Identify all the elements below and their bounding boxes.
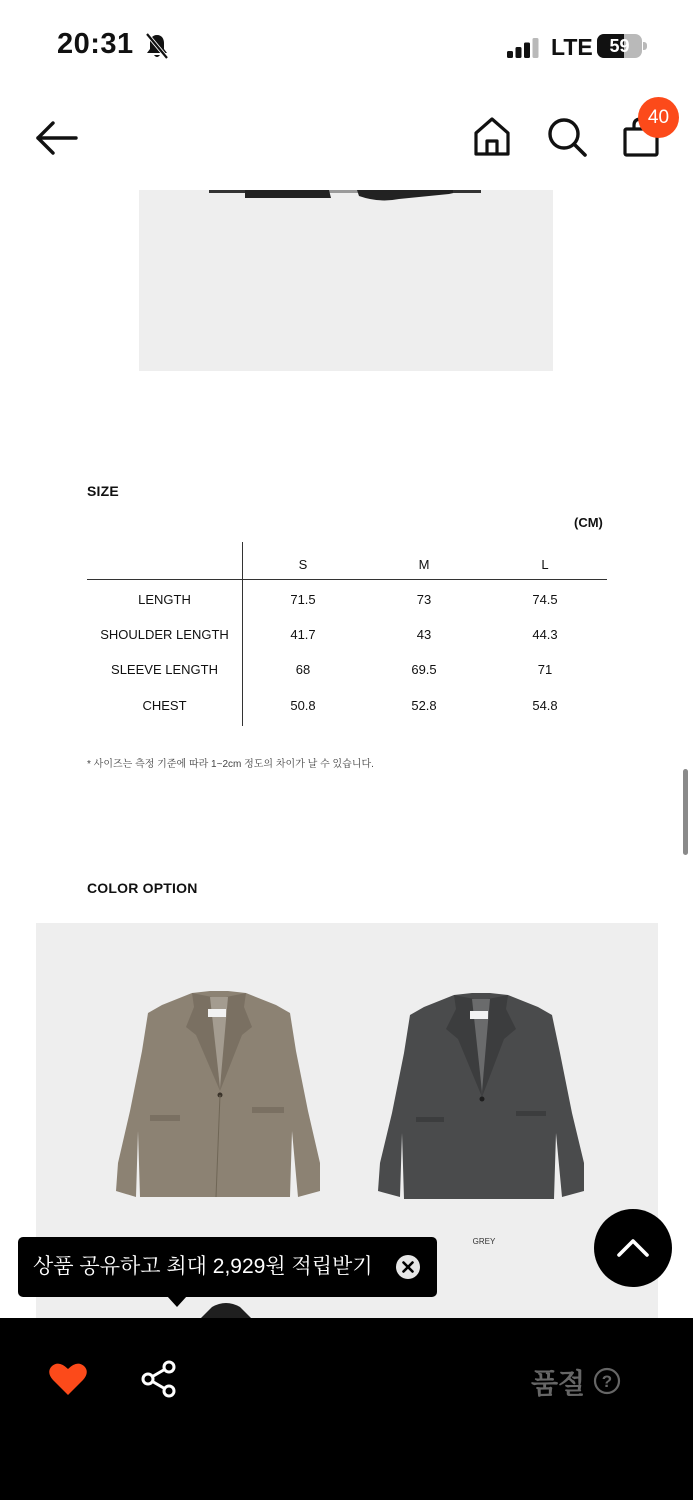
grey-jacket-image <box>378 993 584 1201</box>
measurement-value: 74.5 <box>532 592 558 607</box>
sold-out-label: 품절 <box>531 1368 586 1399</box>
network-label: LTE <box>551 34 593 60</box>
measurement-value: 73 <box>416 592 432 607</box>
color-option-title: COLOR OPTION <box>87 880 198 896</box>
measurement-value: 52.8 <box>411 698 437 713</box>
tooltip-text: 상품 공유하고 최대 2,929원 적립받기 <box>33 1255 373 1278</box>
table-header-divider <box>87 579 607 580</box>
measurement-label: SLEEVE LENGTH <box>111 662 218 677</box>
measurement-value: 71 <box>537 662 553 677</box>
measurement-value: 41.7 <box>290 627 316 642</box>
measurement-label: CHEST <box>142 698 187 713</box>
size-table <box>87 542 607 726</box>
jacket-hem-image <box>209 190 481 204</box>
share-reward-tooltip[interactable] <box>18 1237 437 1297</box>
search-icon[interactable] <box>546 116 588 158</box>
measurement-label: SHOULDER LENGTH <box>100 627 229 642</box>
color-option-label: GREY <box>472 1237 496 1246</box>
size-unit-label: (CM) <box>574 515 603 530</box>
home-icon[interactable] <box>472 116 512 158</box>
size-column-header: M <box>418 557 430 572</box>
status-time: 20:31 <box>57 28 134 60</box>
measurement-value: 43 <box>416 627 432 642</box>
help-icon[interactable] <box>593 1367 621 1395</box>
measurement-value: 69.5 <box>411 662 437 677</box>
size-disclaimer-note: * 사이즈는 측정 기준에 따라 1~2cm 정도의 차이가 날 수 있습니다. <box>87 759 374 770</box>
scrollbar[interactable] <box>683 769 688 855</box>
status-bar <box>0 0 693 90</box>
bottom-action-bar <box>0 1318 693 1500</box>
top-nav-bar <box>0 90 693 190</box>
measurement-value: 44.3 <box>532 627 558 642</box>
signal-icon <box>507 38 539 58</box>
battery-icon <box>597 34 647 58</box>
measurement-value: 71.5 <box>290 592 316 607</box>
size-column-header: L <box>541 557 549 572</box>
back-arrow-icon[interactable] <box>34 118 80 158</box>
heart-icon[interactable] <box>48 1361 88 1397</box>
svg-text:?: ? <box>601 1372 613 1391</box>
measurement-value: 54.8 <box>532 698 558 713</box>
beige-jacket-image <box>116 991 322 1201</box>
size-section-title: SIZE <box>87 483 119 499</box>
close-icon[interactable] <box>396 1255 420 1279</box>
share-icon[interactable] <box>140 1360 178 1398</box>
product-detail-image <box>139 190 553 371</box>
chevron-up-icon <box>616 1231 650 1265</box>
size-column-header: S <box>298 557 308 572</box>
battery-level: 59 <box>609 36 630 56</box>
measurement-value: 50.8 <box>290 698 316 713</box>
bell-muted-icon <box>144 32 170 60</box>
measurement-value: 68 <box>295 662 311 677</box>
scroll-to-top-button[interactable] <box>594 1209 672 1287</box>
cart-count-badge: 40 <box>638 97 679 138</box>
tooltip-pointer <box>167 1296 187 1307</box>
measurement-label: LENGTH <box>138 592 191 607</box>
